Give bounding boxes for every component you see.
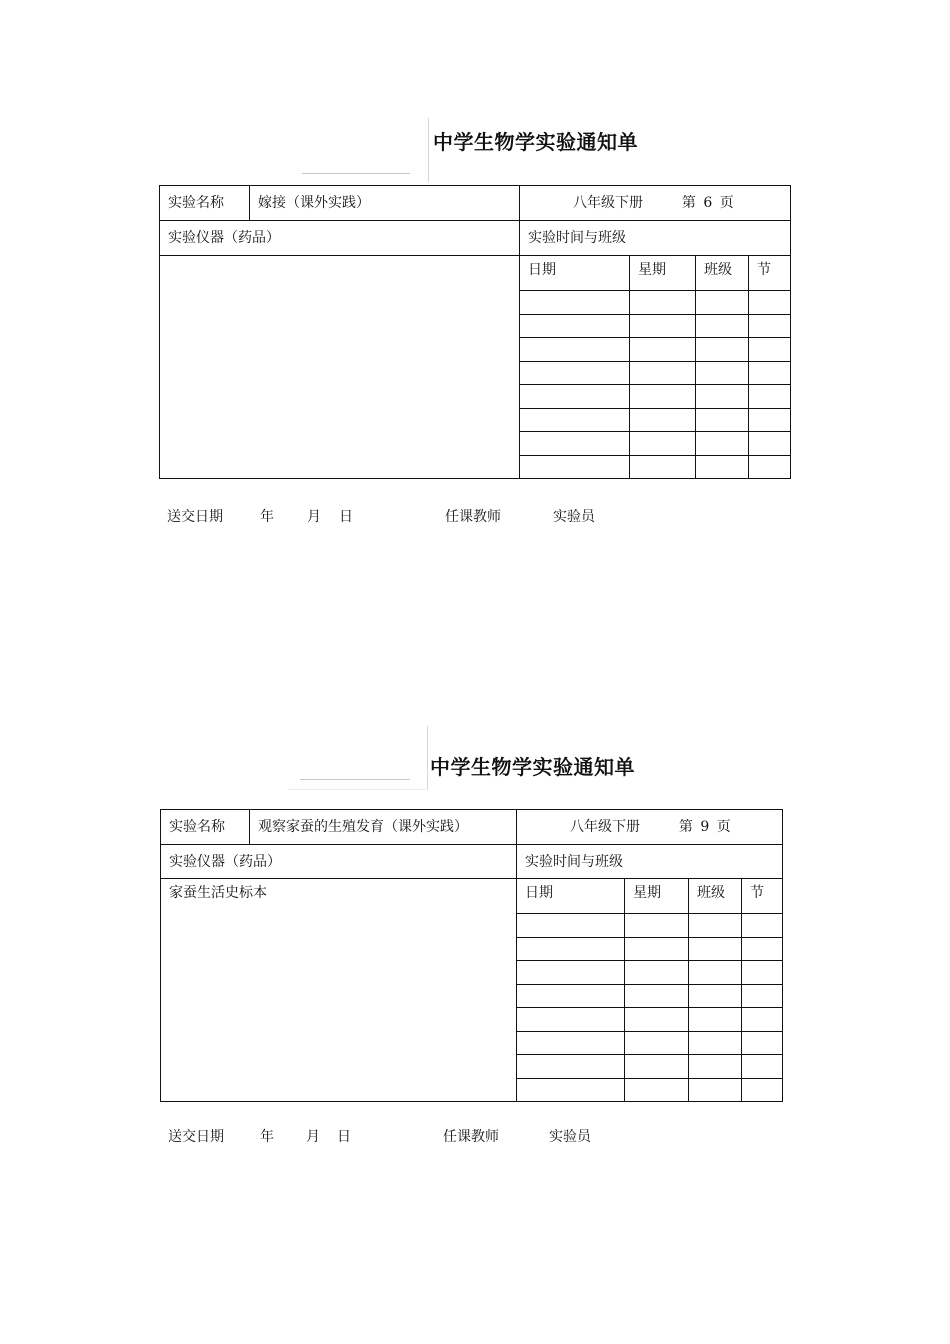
date-cell[interactable]: [517, 1055, 625, 1079]
weekday-cell[interactable]: [630, 291, 696, 315]
date-cell[interactable]: [517, 914, 625, 938]
period-cell[interactable]: [749, 338, 791, 362]
page-number: 6: [703, 195, 713, 211]
date-cell[interactable]: [520, 408, 630, 432]
col-header-weekday: 星期: [630, 256, 696, 291]
name-value: 嫁接（课外实践）: [250, 186, 520, 221]
period-cell[interactable]: [749, 291, 791, 315]
weekday-cell[interactable]: [625, 1078, 689, 1102]
class-cell[interactable]: [696, 408, 749, 432]
equipment-label: 实验仪器（药品）: [161, 845, 517, 879]
year-label: 年: [260, 1129, 274, 1145]
form-footer: [0, 506, 950, 526]
col-header-period: 节: [749, 256, 791, 291]
date-cell[interactable]: [520, 385, 630, 409]
period-cell[interactable]: [742, 1008, 783, 1032]
weekday-cell[interactable]: [630, 314, 696, 338]
date-cell[interactable]: [520, 361, 630, 385]
period-cell[interactable]: [742, 937, 783, 961]
class-cell[interactable]: [689, 961, 742, 985]
decorative-divider: [427, 726, 428, 790]
date-cell[interactable]: [520, 432, 630, 456]
class-cell[interactable]: [689, 1031, 742, 1055]
month-label: 月: [306, 1129, 320, 1145]
grade-page-cell: [517, 810, 783, 845]
page-prefix: 第: [678, 819, 693, 835]
class-cell[interactable]: [689, 984, 742, 1008]
weekday-cell[interactable]: [625, 1055, 689, 1079]
teacher-label: 任课教师: [443, 1129, 499, 1145]
date-cell[interactable]: [520, 291, 630, 315]
form-title: 中学生物学实验通知单: [433, 130, 638, 154]
teacher-label: 任课教师: [445, 509, 501, 525]
equipment-value: [160, 256, 520, 479]
period-cell[interactable]: [749, 385, 791, 409]
date-cell[interactable]: [517, 961, 625, 985]
date-cell[interactable]: [520, 455, 630, 479]
date-cell[interactable]: [520, 338, 630, 362]
page-suffix: 页: [716, 819, 731, 835]
grade-label: 八年级下册: [573, 195, 643, 211]
name-label: 实验名称: [160, 186, 250, 221]
class-cell[interactable]: [689, 914, 742, 938]
col-header-weekday: 星期: [625, 879, 689, 914]
class-cell[interactable]: [696, 291, 749, 315]
page-suffix: 页: [719, 195, 734, 211]
submit-date-label: 送交日期: [167, 509, 223, 525]
date-cell[interactable]: [517, 1078, 625, 1102]
period-cell[interactable]: [742, 1078, 783, 1102]
class-cell[interactable]: [689, 1078, 742, 1102]
col-header-class: 班级: [696, 256, 749, 291]
period-cell[interactable]: [749, 455, 791, 479]
decorative-line: [288, 789, 426, 790]
day-label: 日: [337, 1129, 351, 1145]
weekday-cell[interactable]: [630, 385, 696, 409]
class-cell[interactable]: [696, 432, 749, 456]
class-cell[interactable]: [689, 1008, 742, 1032]
grade-page-cell: [520, 186, 791, 221]
class-cell[interactable]: [696, 385, 749, 409]
weekday-cell[interactable]: [630, 338, 696, 362]
period-cell[interactable]: [742, 1055, 783, 1079]
form-footer: [0, 1126, 950, 1146]
col-header-class: 班级: [689, 879, 742, 914]
name-value: 观察家蚕的生殖发育（课外实践）: [250, 810, 517, 845]
weekday-cell[interactable]: [630, 408, 696, 432]
period-cell[interactable]: [742, 961, 783, 985]
period-cell[interactable]: [742, 1031, 783, 1055]
date-cell[interactable]: [517, 984, 625, 1008]
grade-label: 八年级下册: [570, 819, 640, 835]
weekday-cell[interactable]: [625, 1008, 689, 1032]
equipment-label: 实验仪器（药品）: [160, 221, 520, 256]
weekday-cell[interactable]: [630, 455, 696, 479]
date-cell[interactable]: [520, 314, 630, 338]
experiment-table: [160, 809, 783, 1102]
lab-staff-label: 实验员: [553, 509, 595, 525]
col-header-date: 日期: [520, 256, 630, 291]
decorative-divider: [428, 118, 429, 182]
period-cell[interactable]: [742, 984, 783, 1008]
page-number: 9: [700, 819, 710, 835]
period-cell[interactable]: [749, 361, 791, 385]
submit-date-label: 送交日期: [168, 1129, 224, 1145]
weekday-cell[interactable]: [625, 937, 689, 961]
class-cell[interactable]: [696, 338, 749, 362]
page-prefix: 第: [681, 195, 696, 211]
schedule-label: 实验时间与班级: [517, 845, 783, 879]
weekday-cell[interactable]: [625, 984, 689, 1008]
col-header-period: 节: [742, 879, 783, 914]
form-title: 中学生物学实验通知单: [430, 755, 635, 779]
col-header-date: 日期: [517, 879, 625, 914]
date-cell[interactable]: [517, 1008, 625, 1032]
period-cell[interactable]: [749, 314, 791, 338]
name-label: 实验名称: [161, 810, 250, 845]
year-label: 年: [260, 509, 274, 525]
class-cell[interactable]: [696, 455, 749, 479]
month-label: 月: [307, 509, 321, 525]
class-cell[interactable]: [696, 361, 749, 385]
equipment-value: 家蚕生活史标本: [161, 879, 517, 1102]
lab-staff-label: 实验员: [549, 1129, 591, 1145]
class-cell[interactable]: [689, 1055, 742, 1079]
day-label: 日: [339, 509, 353, 525]
class-cell[interactable]: [696, 314, 749, 338]
weekday-cell[interactable]: [630, 432, 696, 456]
schedule-label: 实验时间与班级: [520, 221, 791, 256]
date-cell[interactable]: [517, 937, 625, 961]
weekday-cell[interactable]: [625, 961, 689, 985]
period-cell[interactable]: [742, 914, 783, 938]
weekday-cell[interactable]: [630, 361, 696, 385]
date-cell[interactable]: [517, 1031, 625, 1055]
weekday-cell[interactable]: [625, 1031, 689, 1055]
decorative-underline: [300, 779, 410, 780]
period-cell[interactable]: [749, 408, 791, 432]
class-cell[interactable]: [689, 937, 742, 961]
experiment-table: [159, 185, 791, 479]
weekday-cell[interactable]: [625, 914, 689, 938]
period-cell[interactable]: [749, 432, 791, 456]
decorative-underline: [302, 173, 410, 174]
